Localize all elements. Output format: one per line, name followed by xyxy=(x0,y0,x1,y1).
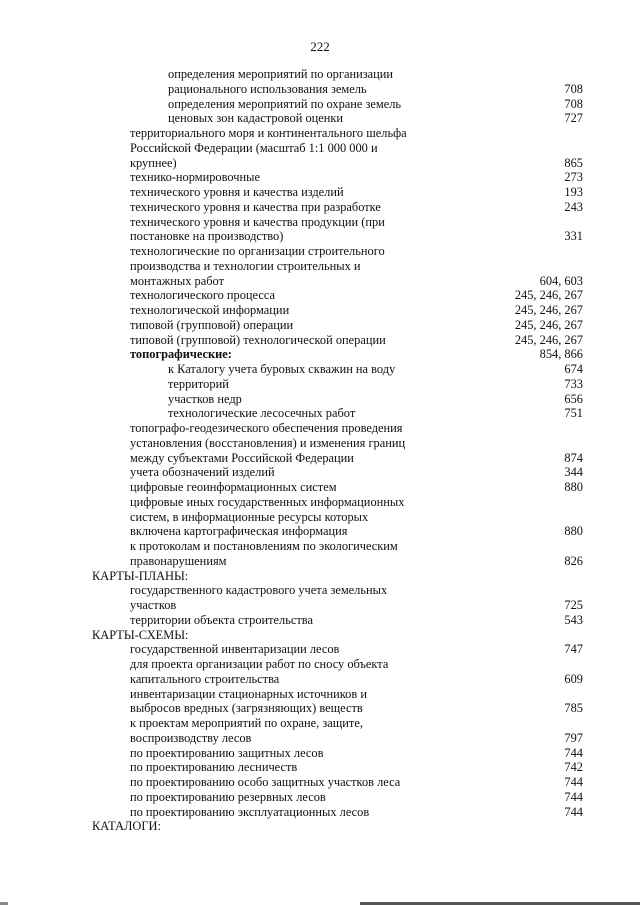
entry-pages: 785 xyxy=(564,701,583,716)
index-entry xyxy=(0,333,640,348)
index-entry xyxy=(0,274,640,289)
index-entry xyxy=(0,805,640,820)
index-entries xyxy=(0,67,640,834)
entry-text: установления (восстановления) и изменения границ xyxy=(130,435,406,450)
index-entry xyxy=(0,318,640,333)
index-entry xyxy=(0,362,640,377)
entry-text: для проекта организации работ по сносу объекта xyxy=(130,657,389,671)
entry-text: Российской Федерации (масштаб 1:1 000 000 и xyxy=(130,140,378,155)
entry-pages: 744 xyxy=(564,789,583,804)
entry-text: участков недр xyxy=(168,391,242,406)
entry-text: по проектированию эксплуатационных лесов xyxy=(130,804,370,819)
index-entry xyxy=(0,156,640,171)
entry-text: технологические по организации строительного xyxy=(130,244,385,258)
entry-text: технологического процесса xyxy=(130,288,276,303)
entry-text: к Каталогу учета буровых скважин на воду xyxy=(168,362,396,376)
entry-text: систем, в информационные ресурсы которых xyxy=(130,509,369,524)
index-entry xyxy=(0,672,640,687)
index-entry xyxy=(0,760,640,775)
entry-pages: 744 xyxy=(564,745,583,760)
entry-pages: 874 xyxy=(564,450,583,465)
index-entry xyxy=(0,642,640,657)
entry-pages: 733 xyxy=(564,376,583,391)
entry-pages: 245, 246, 267 xyxy=(514,332,583,347)
entry-pages: 727 xyxy=(564,111,583,126)
index-entry xyxy=(0,746,640,761)
entry-text: определения мероприятий по организации xyxy=(168,67,394,81)
entry-text: ценовых зон кадастровой оценки xyxy=(168,111,344,126)
entry-text: технического уровня и качества продукции (при xyxy=(130,214,385,229)
entry-text: цифровые иных государственных информационных xyxy=(130,494,405,509)
entry-pages: 747 xyxy=(564,642,583,657)
entry-text: определения мероприятий по охране земель xyxy=(168,96,402,111)
index-section-heading xyxy=(0,569,640,584)
entry-text: государственного кадастрового учета земельных xyxy=(130,583,388,598)
entry-pages: 245, 246, 267 xyxy=(514,303,583,317)
index-entry xyxy=(0,465,640,480)
entry-pages: 344 xyxy=(564,465,583,480)
index-entry xyxy=(0,377,640,392)
entry-pages: 193 xyxy=(564,185,583,199)
entry-text: по проектированию лесничеств xyxy=(130,760,298,775)
index-section-heading xyxy=(0,819,640,834)
index-entry xyxy=(0,244,640,259)
index-entry xyxy=(0,126,640,141)
entry-text: КАРТЫ-СХЕМЫ: xyxy=(92,627,189,642)
index-entry xyxy=(0,701,640,716)
index-entry xyxy=(0,406,640,421)
entry-text: крупнее) xyxy=(130,155,177,170)
index-entry xyxy=(0,554,640,569)
entry-pages: 880 xyxy=(564,480,583,494)
entry-pages: 331 xyxy=(564,229,583,244)
entry-text: включена картографическая информация xyxy=(130,524,348,539)
entry-pages: 742 xyxy=(564,760,583,775)
index-entry xyxy=(0,185,640,200)
entry-text: КАРТЫ-ПЛАНЫ: xyxy=(92,568,189,583)
entry-pages: 880 xyxy=(564,524,583,539)
index-entry xyxy=(0,347,640,362)
entry-text: типовой (групповой) операции xyxy=(130,317,294,332)
entry-text: учета обозначений изделий xyxy=(130,465,275,480)
index-entry xyxy=(0,392,640,407)
entry-text: рационального использования земель xyxy=(168,81,367,96)
entry-pages: 245, 246, 267 xyxy=(514,317,583,332)
entry-pages: 744 xyxy=(564,775,583,789)
entry-text: воспроизводству лесов xyxy=(130,730,252,745)
entry-text: территории объекта строительства xyxy=(130,612,313,627)
entry-pages: 674 xyxy=(564,362,583,376)
entry-pages: 854, 866 xyxy=(539,347,583,362)
entry-pages: 865 xyxy=(564,155,583,170)
entry-text: государственной инвентаризации лесов xyxy=(130,642,340,657)
entry-text: производства и технологии строительных и xyxy=(130,258,361,273)
index-section-heading xyxy=(0,628,640,643)
index-entry xyxy=(0,421,640,436)
index-entry xyxy=(0,613,640,628)
index-entry xyxy=(0,229,640,244)
entry-text: правонарушениям xyxy=(130,553,227,568)
index-entry xyxy=(0,583,640,598)
entry-text: между субъектами Российской Федерации xyxy=(130,450,354,465)
index-entry xyxy=(0,790,640,805)
index-entry xyxy=(0,657,640,672)
entry-pages: 797 xyxy=(564,730,583,745)
entry-text: к проектам мероприятий по охране, защите, xyxy=(130,716,363,730)
entry-text: топографические: xyxy=(130,347,232,362)
entry-text: технического уровня и качества при разработке xyxy=(130,199,381,214)
entry-text: типовой (групповой) технологической операции xyxy=(130,332,386,347)
index-entry xyxy=(0,480,640,495)
index-entry xyxy=(0,259,640,274)
entry-pages: 609 xyxy=(564,671,583,686)
index-entry xyxy=(0,495,640,510)
index-entry xyxy=(0,67,640,82)
entry-text: топографо-геодезического обеспечения проведения xyxy=(130,421,403,435)
page-number: 222 xyxy=(310,39,330,54)
index-entry xyxy=(0,510,640,525)
index-entry xyxy=(0,215,640,230)
entry-text: капитального строительства xyxy=(130,671,280,686)
entry-text: по проектированию резервных лесов xyxy=(130,789,326,804)
entry-text: постановке на производство) xyxy=(130,229,284,244)
entry-text: территорий xyxy=(168,376,229,391)
entry-text: по проектированию особо защитных участков леса xyxy=(130,775,401,789)
index-entry xyxy=(0,451,640,466)
entry-pages: 826 xyxy=(564,553,583,568)
index-entry xyxy=(0,687,640,702)
entry-text: цифровые геоинформационных систем xyxy=(130,480,337,494)
index-entry xyxy=(0,97,640,112)
entry-pages: 243 xyxy=(564,199,583,214)
index-entry xyxy=(0,436,640,451)
index-entry xyxy=(0,111,640,126)
entry-text: выбросов вредных (загрязняющих) веществ xyxy=(130,701,363,716)
entry-text: технико-нормировочные xyxy=(130,170,260,185)
entry-text: инвентаризации стационарных источников и xyxy=(130,686,367,701)
index-entry xyxy=(0,598,640,613)
index-entry xyxy=(0,141,640,156)
entry-pages: 604, 603 xyxy=(539,273,583,288)
index-entry xyxy=(0,524,640,539)
index-entry xyxy=(0,731,640,746)
index-entry xyxy=(0,775,640,790)
index-entry xyxy=(0,200,640,215)
entry-text: по проектированию защитных лесов xyxy=(130,745,324,760)
entry-text: территориального моря и континентального шельфа xyxy=(130,126,407,140)
entry-pages: 273 xyxy=(564,170,583,185)
index-entry xyxy=(0,288,640,303)
entry-text: к протоколам и постановлениям по экологическим xyxy=(130,539,398,553)
entry-text: монтажных работ xyxy=(130,273,224,288)
entry-pages: 245, 246, 267 xyxy=(514,288,583,303)
index-entry xyxy=(0,170,640,185)
entry-pages: 708 xyxy=(564,81,583,96)
index-entry xyxy=(0,539,640,554)
entry-text: технологической информации xyxy=(130,303,290,317)
entry-text: технологические лесосечных работ xyxy=(168,406,356,421)
entry-pages: 708 xyxy=(564,96,583,111)
entry-pages: 543 xyxy=(564,612,583,627)
entry-pages: 744 xyxy=(564,804,583,819)
entry-text: технического уровня и качества изделий xyxy=(130,185,344,199)
entry-pages: 656 xyxy=(564,391,583,406)
index-entry xyxy=(0,716,640,731)
index-entry xyxy=(0,303,640,318)
entry-pages: 751 xyxy=(564,406,583,421)
index-entry xyxy=(0,82,640,97)
entry-text: КАТАЛОГИ: xyxy=(92,819,161,834)
entry-text: участков xyxy=(130,598,177,612)
entry-pages: 725 xyxy=(564,598,583,612)
